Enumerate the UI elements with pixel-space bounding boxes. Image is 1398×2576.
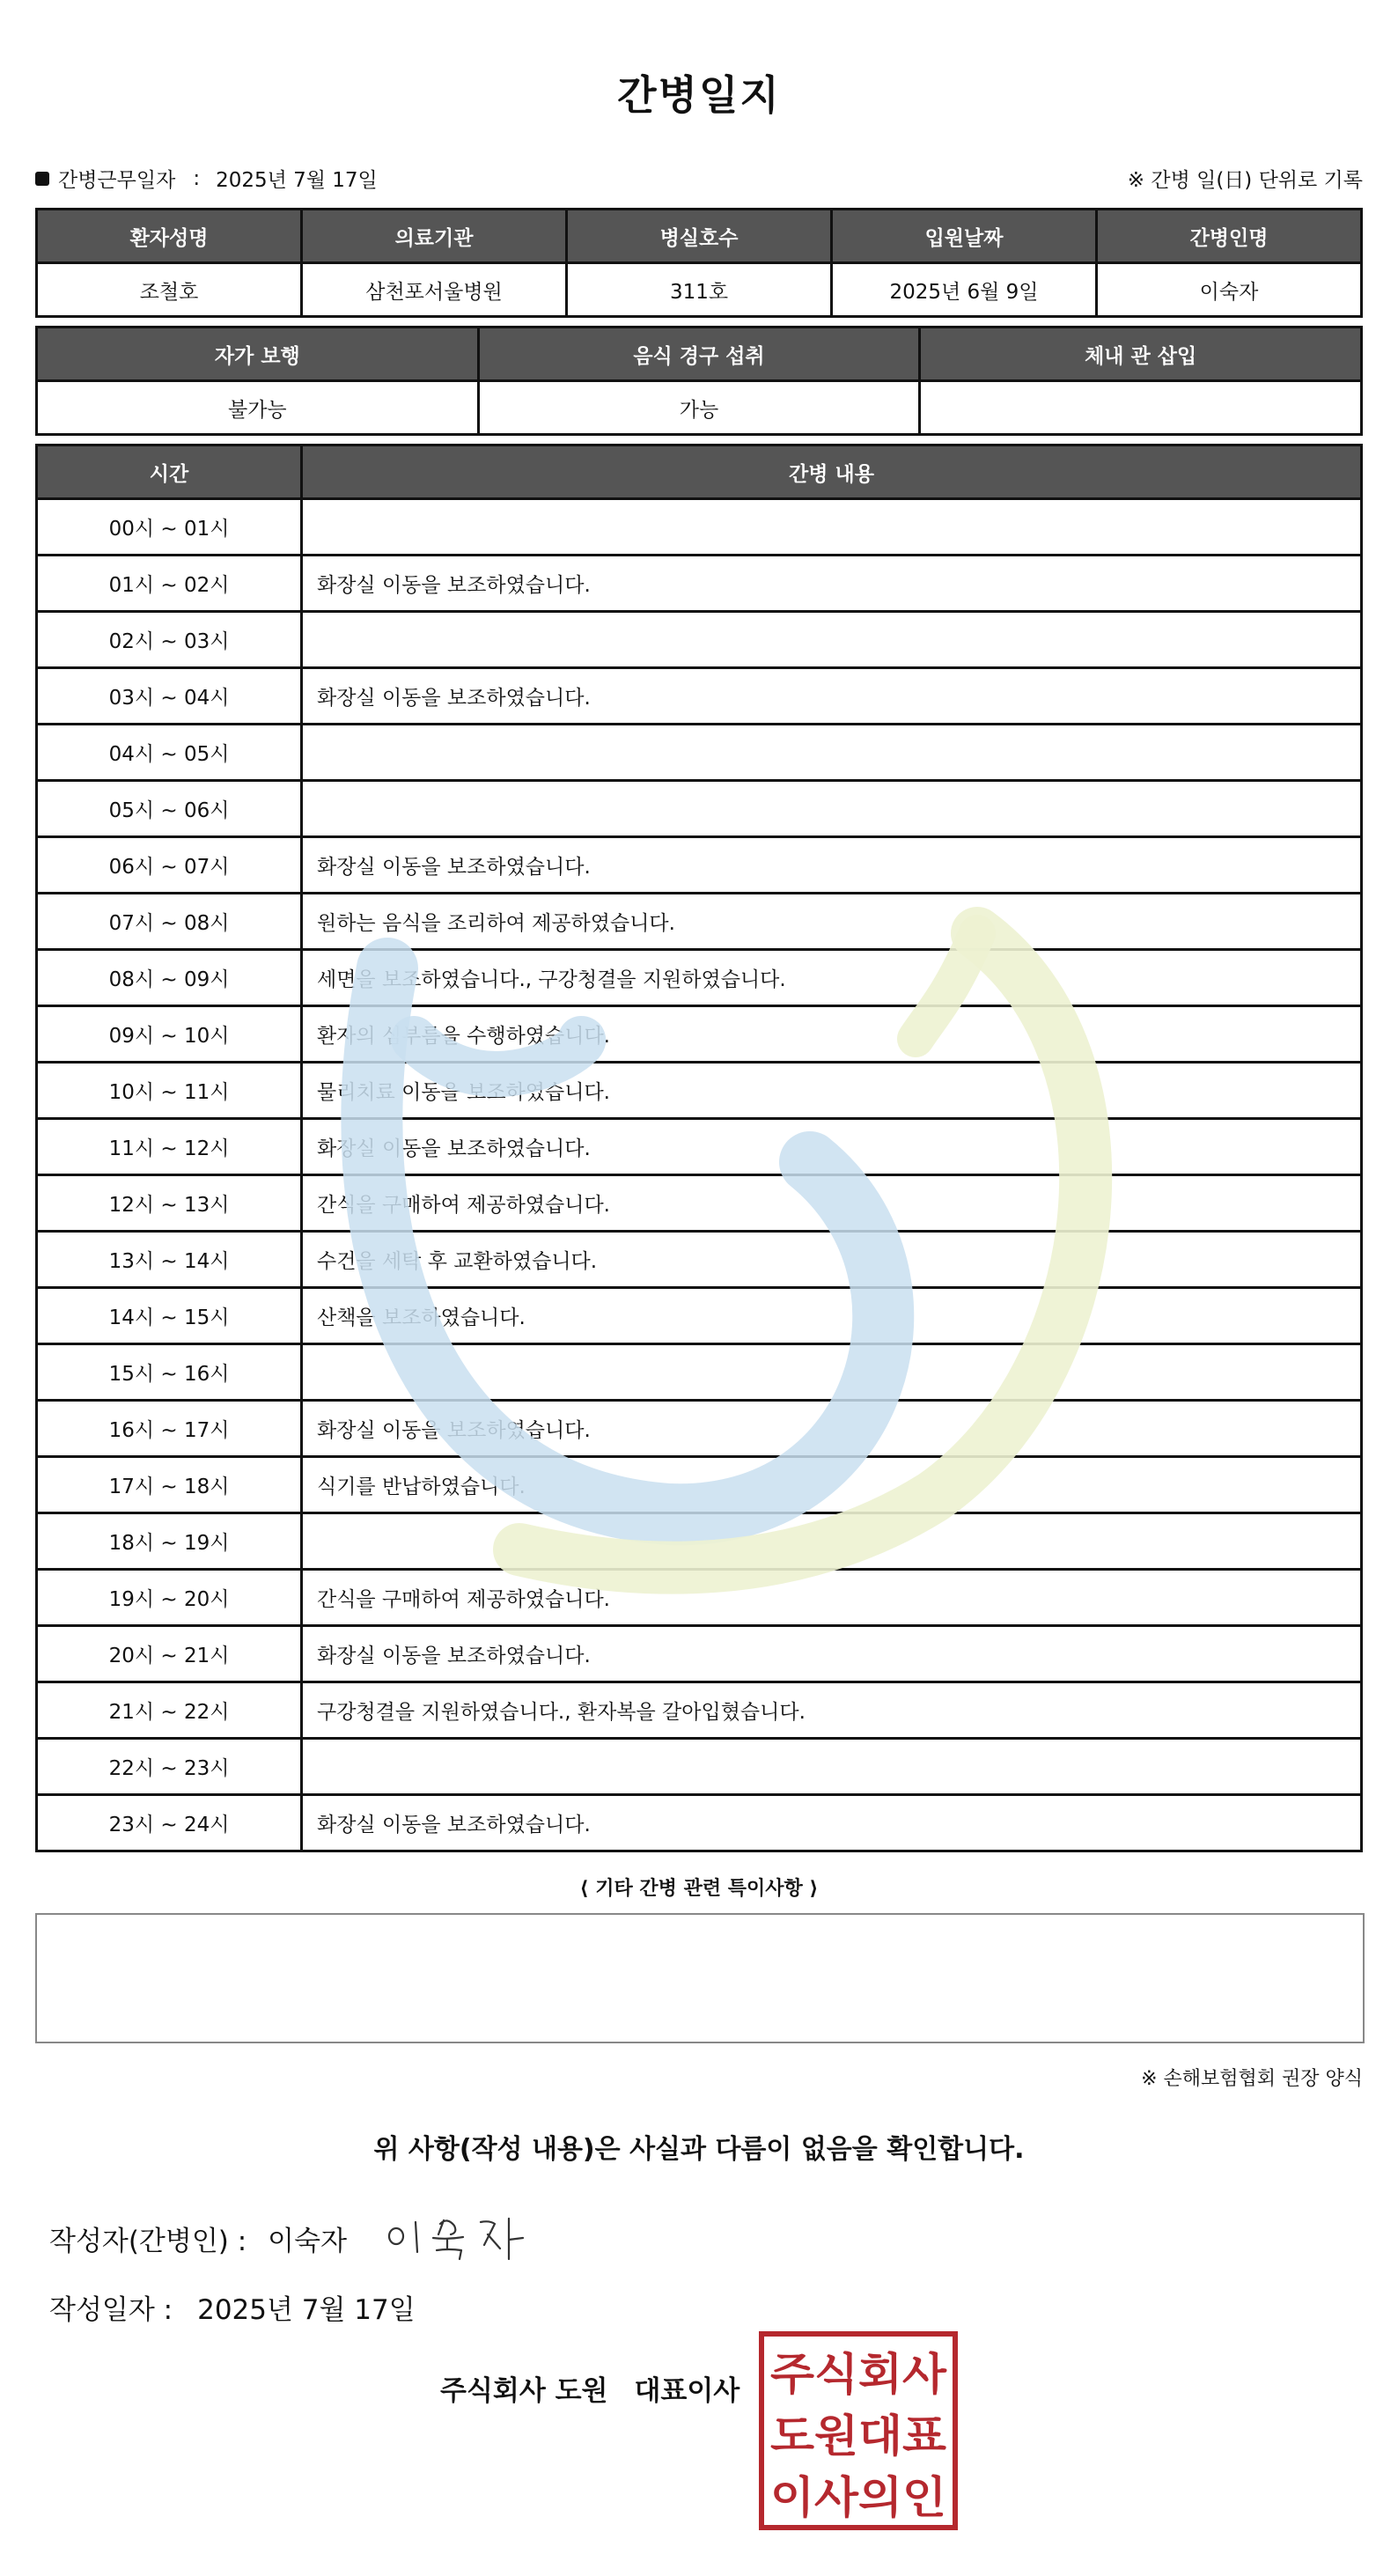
header-hospital: 의료기관 xyxy=(303,210,565,261)
writer-label: 작성자(간병인) : xyxy=(49,2226,247,2257)
care-log-time: 19시 ~ 20시 xyxy=(38,1571,300,1624)
patient-status-header-row xyxy=(38,328,1360,379)
confirmation-statement: 위 사항(작성 내용)은 사실과 다름이 없음을 확인합니다. xyxy=(373,2134,1025,2165)
care-log-content: 물리치료 이동을 보조하였습니다. xyxy=(303,1064,1360,1117)
company-name: 주식회사 도원 xyxy=(440,2375,608,2407)
company-seal-icon xyxy=(759,2331,958,2530)
care-log-time: 13시 ~ 14시 xyxy=(38,1233,300,1286)
header-time: 시간 xyxy=(38,446,300,497)
care-log-row xyxy=(38,894,1360,948)
recommendation-note: ※ 손해보험협회 권장 양식 xyxy=(1141,2068,1363,2090)
care-log-time: 17시 ~ 18시 xyxy=(38,1458,300,1512)
care-log-row xyxy=(38,1571,1360,1624)
header-patient-name: 환자성명 xyxy=(38,210,300,261)
care-log-content: 세면을 보조하였습니다., 구강청결을 지원하였습니다. xyxy=(303,951,1360,1005)
care-log-time: 06시 ~ 07시 xyxy=(38,838,300,892)
header-admission-date: 입원날짜 xyxy=(833,210,1095,261)
care-log-content: 화장실 이동을 보조하였습니다. xyxy=(303,1402,1360,1455)
care-log-time: 21시 ~ 22시 xyxy=(38,1683,300,1737)
work-date-separator: : xyxy=(193,166,201,190)
care-log-row xyxy=(38,1176,1360,1230)
care-log-content xyxy=(303,1514,1360,1568)
header-self-walking: 자가 보행 xyxy=(38,328,477,379)
care-log-time: 04시 ~ 05시 xyxy=(38,725,300,779)
care-log-row xyxy=(38,1458,1360,1512)
care-log-time: 15시 ~ 16시 xyxy=(38,1345,300,1399)
care-log-row xyxy=(38,1627,1360,1681)
care-log-content: 수건을 세탁 후 교환하였습니다. xyxy=(303,1233,1360,1286)
care-log-row xyxy=(38,500,1360,554)
company-line xyxy=(440,2368,739,2408)
writer-line xyxy=(49,2219,347,2258)
caregiver-name: 이숙자 xyxy=(1098,264,1360,315)
care-log-content xyxy=(303,1345,1360,1399)
ceo-title: 대표이사 xyxy=(634,2375,740,2407)
care-log-time: 14시 ~ 15시 xyxy=(38,1289,300,1343)
bullet-square-icon xyxy=(35,172,49,186)
care-log-content xyxy=(303,725,1360,779)
care-log-time: 03시 ~ 04시 xyxy=(38,669,300,723)
care-log-content xyxy=(303,782,1360,835)
care-log-time: 05시 ~ 06시 xyxy=(38,782,300,835)
self-walking-value: 불가능 xyxy=(38,382,477,433)
care-log-time: 23시 ~ 24시 xyxy=(38,1796,300,1850)
handwritten-signature-icon xyxy=(377,2204,553,2266)
record-note: ※ 간병 일(日) 단위로 기록 xyxy=(1127,169,1363,192)
care-log-row xyxy=(38,613,1360,666)
care-log-row xyxy=(38,725,1360,779)
room-number: 311호 xyxy=(568,264,830,315)
oral-intake-value: 가능 xyxy=(480,382,919,433)
care-log-content: 화장실 이동을 보조하였습니다. xyxy=(303,1627,1360,1681)
care-log-content: 산책을 보조하였습니다. xyxy=(303,1289,1360,1343)
care-log-content: 화장실 이동을 보조하였습니다. xyxy=(303,838,1360,892)
care-log-content: 화장실 이동을 보조하였습니다. xyxy=(303,1796,1360,1850)
care-log-time: 07시 ~ 08시 xyxy=(38,894,300,948)
seal-text-line: 도원대표 xyxy=(770,2410,947,2462)
patient-info-value-row xyxy=(38,264,1360,315)
patient-name: 조철호 xyxy=(38,264,300,315)
care-log-header-row xyxy=(38,446,1360,497)
care-log-content: 화장실 이동을 보조하였습니다. xyxy=(303,1120,1360,1174)
work-date-value: 2025년 7월 17일 xyxy=(216,169,378,192)
care-log-content: 구강청결을 지원하였습니다., 환자복을 갈아입혔습니다. xyxy=(303,1683,1360,1737)
care-log-body xyxy=(38,500,1360,1850)
care-log-row xyxy=(38,1289,1360,1343)
care-log-row xyxy=(38,556,1360,610)
care-log-content: 환자의 심부름을 수행하였습니다. xyxy=(303,1007,1360,1061)
header-care-content: 간병 내용 xyxy=(303,446,1360,497)
seal-text-line: 이사의인 xyxy=(770,2472,946,2523)
patient-status-value-row xyxy=(38,382,1360,433)
seal-text-line: 주식회사 xyxy=(770,2349,947,2400)
care-log-content: 원하는 음식을 조리하여 제공하였습니다. xyxy=(303,894,1360,948)
care-log-time: 02시 ~ 03시 xyxy=(38,613,300,666)
care-log-content: 화장실 이동을 보조하였습니다. xyxy=(303,556,1360,610)
care-log-time: 00시 ~ 01시 xyxy=(38,500,300,554)
hospital-name: 삼천포서울병원 xyxy=(303,264,565,315)
care-log-time: 22시 ~ 23시 xyxy=(38,1740,300,1793)
care-log-row xyxy=(38,669,1360,723)
care-log-content: 간식을 구매하여 제공하였습니다. xyxy=(303,1176,1360,1230)
care-log-row xyxy=(38,1683,1360,1737)
care-log-content: 간식을 구매하여 제공하였습니다. xyxy=(303,1571,1360,1624)
patient-status-table xyxy=(35,326,1363,436)
care-log-row xyxy=(38,1007,1360,1061)
header-caregiver-name: 간병인명 xyxy=(1098,210,1360,261)
care-log-content: 식기를 반납하였습니다. xyxy=(303,1458,1360,1512)
care-log-content xyxy=(303,500,1360,554)
care-log-row xyxy=(38,951,1360,1005)
patient-info-table xyxy=(35,208,1363,318)
care-log-table xyxy=(35,444,1363,1852)
admission-date: 2025년 6월 9일 xyxy=(833,264,1095,315)
document-title: 간병일지 xyxy=(617,71,781,119)
care-log-content: 화장실 이동을 보조하였습니다. xyxy=(303,669,1360,723)
care-log-row xyxy=(38,838,1360,892)
care-log-time: 10시 ~ 11시 xyxy=(38,1064,300,1117)
header-room: 병실호수 xyxy=(568,210,830,261)
care-log-row xyxy=(38,1514,1360,1568)
care-log-row xyxy=(38,1120,1360,1174)
care-log-content xyxy=(303,1740,1360,1793)
written-date-value: 2025년 7월 17일 xyxy=(197,2294,416,2326)
special-notes-title: ⟨ 기타 간병 관련 특이사항 ⟩ xyxy=(579,1878,819,1900)
care-log-row xyxy=(38,1402,1360,1455)
care-log-row xyxy=(38,1796,1360,1850)
care-log-time: 09시 ~ 10시 xyxy=(38,1007,300,1061)
care-log-time: 11시 ~ 12시 xyxy=(38,1120,300,1174)
care-log-row xyxy=(38,1740,1360,1793)
written-date-label: 작성일자 : xyxy=(49,2294,173,2326)
care-log-row xyxy=(38,1345,1360,1399)
tube-insertion-value xyxy=(921,382,1360,433)
care-log-time: 08시 ~ 09시 xyxy=(38,951,300,1005)
care-log-row xyxy=(38,1064,1360,1117)
special-notes-box xyxy=(35,1913,1365,2043)
work-date-line xyxy=(35,164,378,193)
care-log-time: 16시 ~ 17시 xyxy=(38,1402,300,1455)
care-log-time: 12시 ~ 13시 xyxy=(38,1176,300,1230)
care-log-content xyxy=(303,613,1360,666)
care-log-time: 20시 ~ 21시 xyxy=(38,1627,300,1681)
care-log-time: 18시 ~ 19시 xyxy=(38,1514,300,1568)
work-date-label: 간병근무일자 xyxy=(58,169,176,192)
patient-info-header-row xyxy=(38,210,1360,261)
care-log-row xyxy=(38,782,1360,835)
written-date-line xyxy=(49,2287,416,2327)
header-tube-insertion: 체내 관 삽입 xyxy=(921,328,1360,379)
writer-name: 이숙자 xyxy=(268,2226,348,2257)
care-log-time: 01시 ~ 02시 xyxy=(38,556,300,610)
header-oral-intake: 음식 경구 섭취 xyxy=(480,328,919,379)
care-log-row xyxy=(38,1233,1360,1286)
